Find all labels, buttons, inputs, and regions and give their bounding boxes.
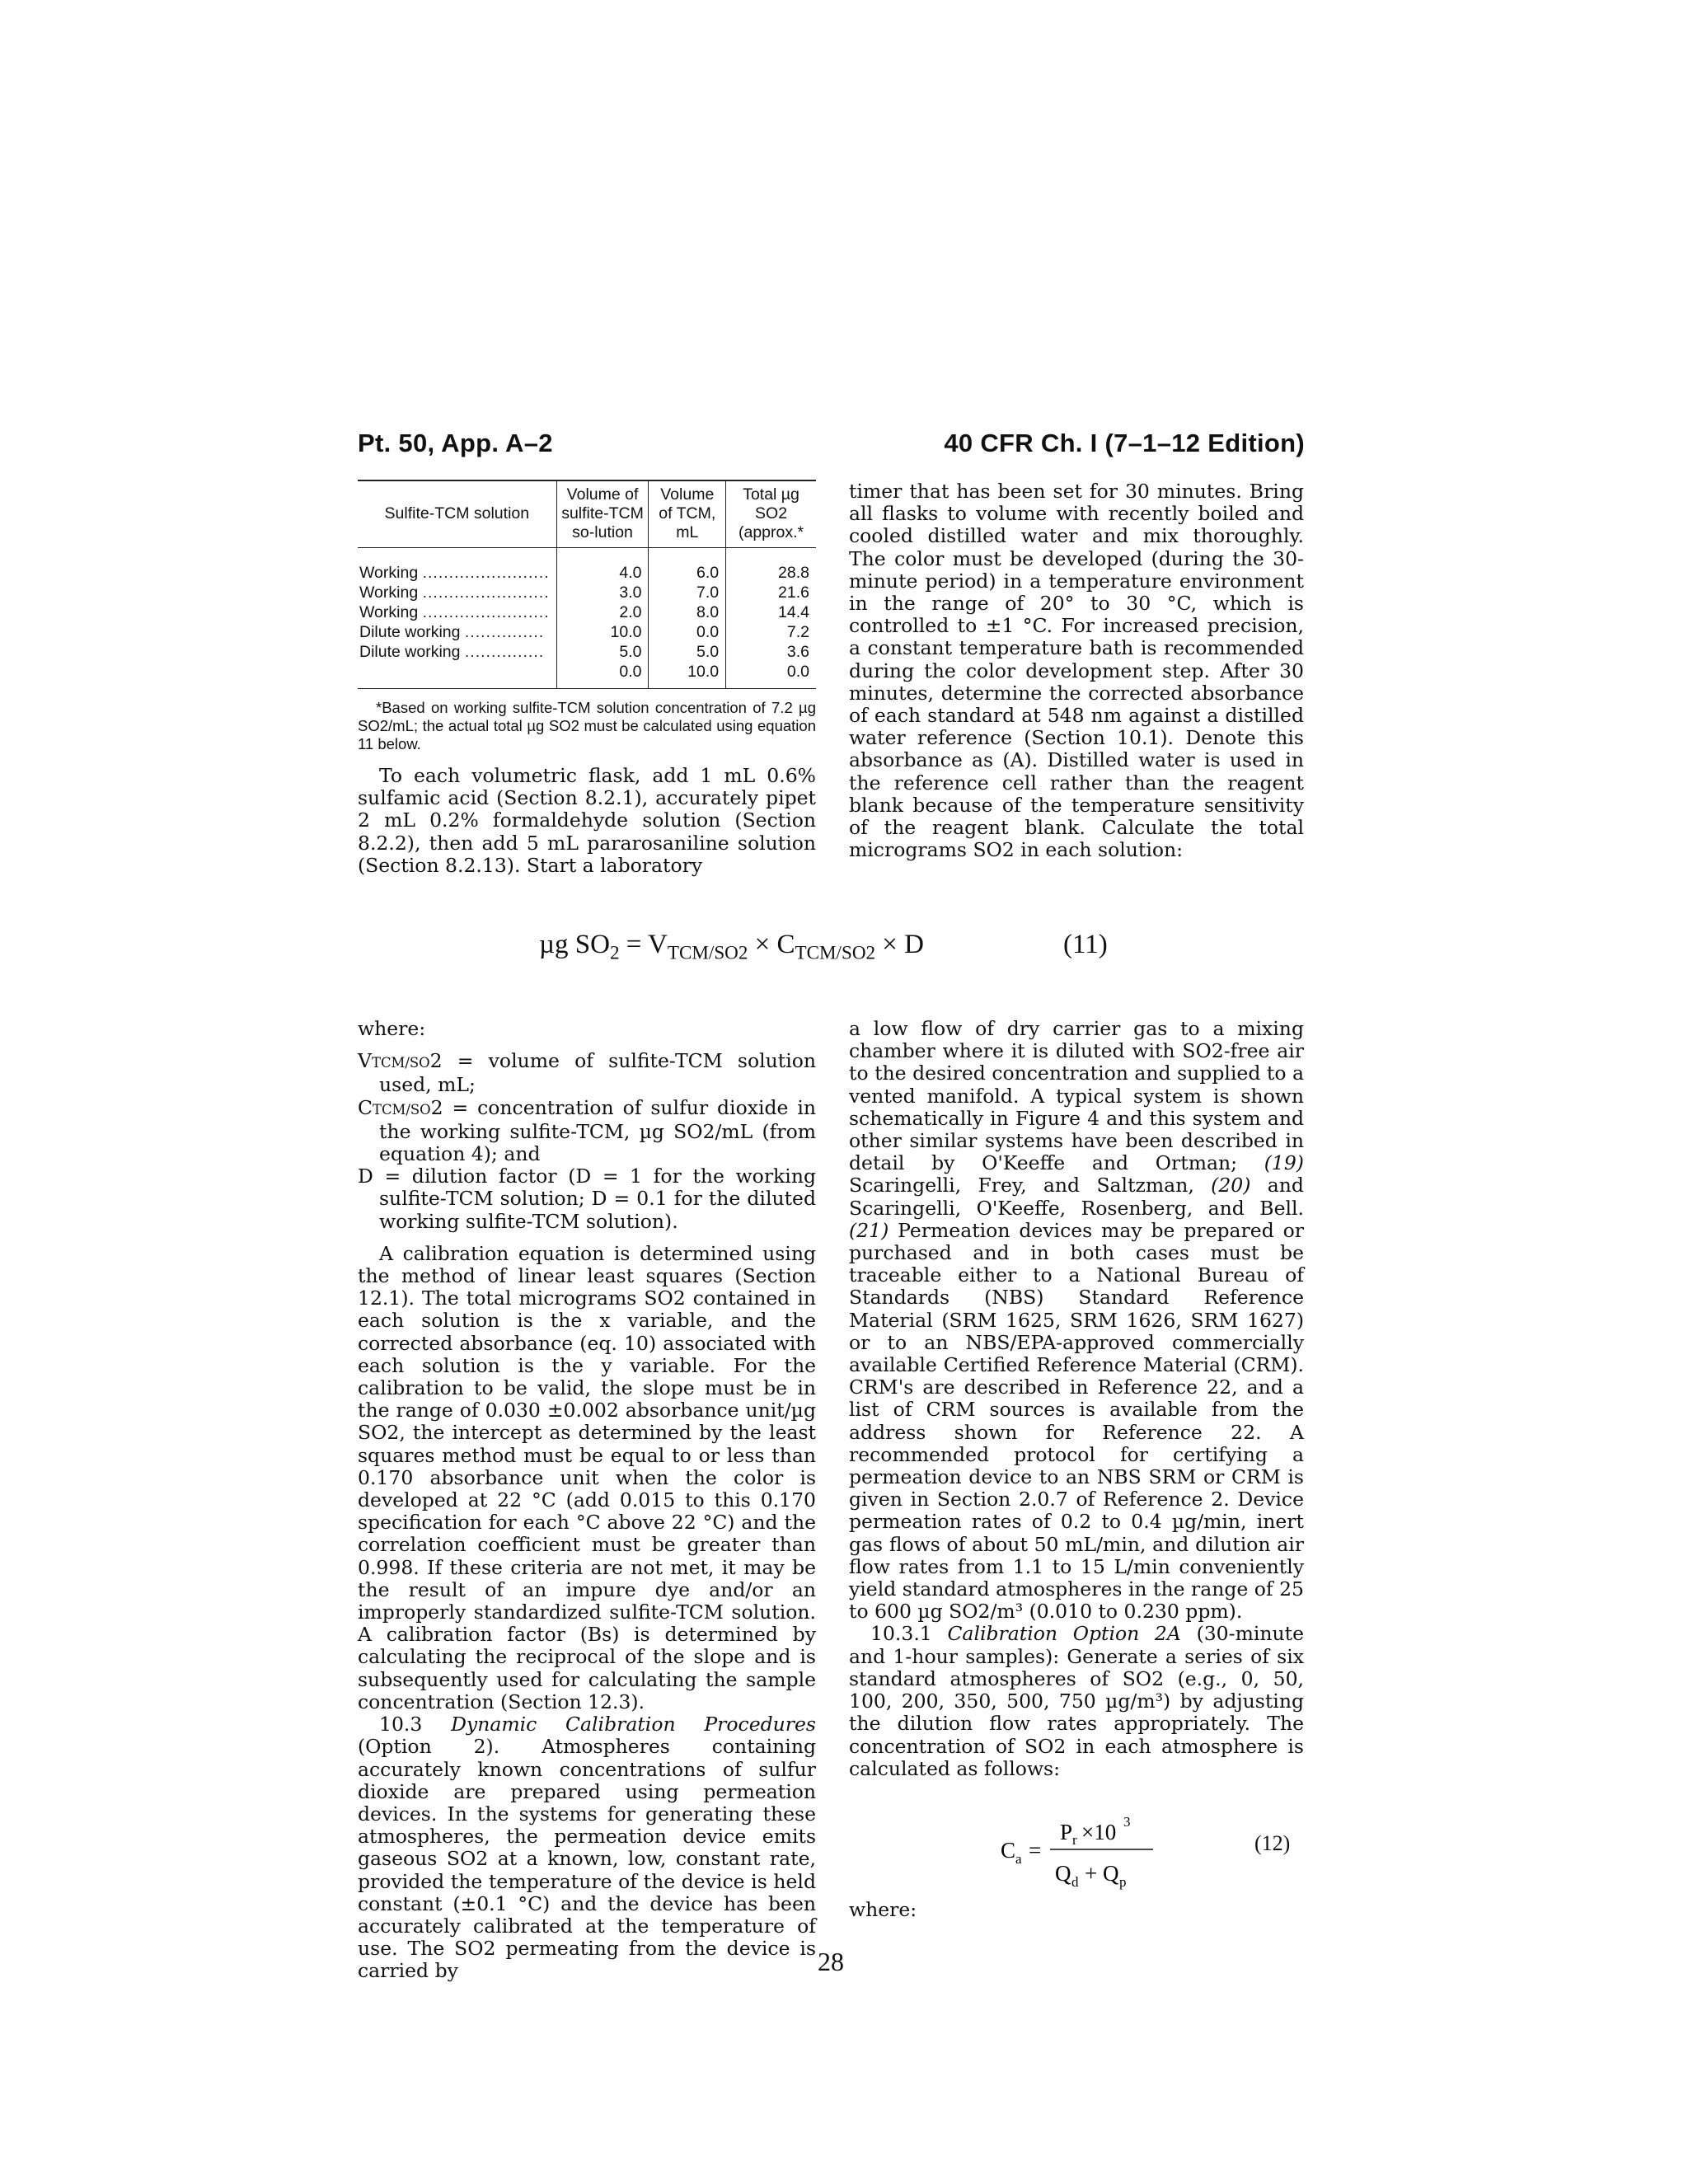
table-cell-volume-sulfite: 0.0 (556, 662, 649, 689)
left-column-bottom (358, 1018, 816, 1983)
table-row (358, 662, 816, 689)
calibration-table-block (358, 480, 816, 753)
section-10-3: 10.3 Dynamic Calibration Procedures (Option 2). Atmospheres containing accurately known concentrations of sulfur dioxide are prepared using permeation devices. In the systems for generating these atmospheres, the permeation device emits gaseous SO2 at a known, low, constant rate, provided the temperature of the device is held constant (±0.1 °C) and the device has been accurately calibrated at the temperature of use. The SO2 permeating from the device is carried by (358, 1713, 816, 1983)
table-cell-solution: Working (359, 563, 419, 582)
left-column-top (358, 765, 816, 877)
table-header-volume-sulfite: Volume of sulfite-TCM so-lution (556, 480, 649, 548)
table-cell-volume-tcm: 10.0 (649, 662, 726, 689)
table-footnote: *Based on working sulfite-TCM solution concentration of 7.2 µg SO2/mL; the actual total µg SO2 must be calculated using equation 11 below. (358, 699, 816, 752)
paragraph-volumetric-flask: To each volumetric flask, add 1 mL 0.6% sulfamic acid (Section 8.2.1), accurately pipet 2 mL 0.2% formaldehyde solution (Section 8.2.2), then add 5 mL pararosaniline solution (Section 8.2.13). Start a laboratory (358, 764, 816, 877)
svg-text:Q: Q (1103, 1861, 1119, 1886)
section-10-3-1-title: Calibration Option 2A (947, 1622, 1181, 1646)
table-cell-solution: Working (359, 583, 419, 602)
table-cell-volume-tcm: 7.0 (649, 583, 726, 602)
paragraph-calibration: A calibration equation is determined using the method of linear least squares (Section 12.1). The total micrograms SO2 contained in each solution is the x variable, and the corrected absorbance (eq. 10) associated with each solution is the y variable. For the calibration to be valid, the slope must be in the range of 0.030 ±0.002 absorbance unit/µg SO2, the intercept as determined by the least squares method must be equal to or less than 0.170 absorbance unit when the color is developed at 22 °C (add 0.015 to this 0.170 specification for each °C above 22 °C) and the correlation coefficient must be greater than 0.998. If these criteria are not met, it may be the result of an impure dye and/or an improperly standardized sulfite-TCM solution. A calibration factor (Bs) is determined by calculating the reciprocal of the slope and is subsequently used for calculating the sample concentration (Section 12.3). (358, 1241, 816, 1713)
equation-11: µg $SO_2 = V_{TCM/SO2} \times C_{TCM/SO2} \times D$ (539, 930, 924, 963)
table-header-total: Total µg SO2 (approx.* (726, 480, 816, 548)
svg-text:p: p (1119, 1874, 1127, 1890)
table-cell-total: 21.6 (726, 583, 816, 602)
section-10-3-title: Dynamic Calibration Procedures (451, 1713, 816, 1736)
table-header-volume-tcm: Volume of TCM, mL (649, 480, 726, 548)
table-cell-volume-sulfite: 10.0 (556, 622, 649, 642)
paragraph-timer: timer that has been set for 30 minutes. Bring all flasks to volume with recently boiled and cooled distilled water and mix thoroughly. The color must be developed (during the 30-minute period) in a temperature environment in the range of 20° to 30 °C, which is controlled to ±1 °C. For increased precision, a constant temperature bath is recommended during the color development step. After 30 minutes, determine the corrected absorbance of each standard at 548 nm against a distilled water reference (Section 10.1). Denote this absorbance as (A). Distilled water is used in the reference cell rather than the reagent blank because of the temperature sensitivity of the reagent blank. Calculate the total micrograms SO2 in each solution: (849, 480, 1304, 862)
table-cell-volume-sulfite: 2.0 (556, 602, 649, 622)
section-10-3-1: 10.3.1 Calibration Option 2A (30-minute and 1-hour samples): Generate a series of six standard atmospheres of SO2 (e.g., 0, 50, 100, 200, 350, 500, 750 µg/m³) by adjusting the dilution flow rates appropriately. The concentration of SO2 in each atmosphere is calculated as follows: (849, 1622, 1304, 1780)
table-cell-volume-sulfite: 3.0 (556, 583, 649, 602)
table-cell-total: 28.8 (726, 548, 816, 583)
table-cell-volume-tcm: 0.0 (649, 622, 726, 642)
table-cell-total: 3.6 (726, 642, 816, 662)
right-column-top (849, 480, 1304, 861)
table-row: Working ........................ 3.0 7.0 21.6 (358, 583, 816, 602)
definition-d: D = dilution factor (D = 1 for the working sulfite-TCM solution; D = 0.1 for the diluted working sulfite-TCM solution). (358, 1165, 816, 1233)
table-cell-volume-tcm: 8.0 (649, 602, 726, 622)
svg-text:×10: ×10 (1081, 1820, 1117, 1844)
table-cell-total: 14.4 (726, 602, 816, 622)
table-cell-solution: Dilute working (359, 642, 461, 661)
running-header-right: 40 CFR Ch. I (7–1–12 Edition) (944, 429, 1305, 457)
equation-12 (1001, 1808, 1157, 1905)
equation-12-number: (12) (1254, 1831, 1291, 1855)
svg-text:C: C (1001, 1838, 1016, 1863)
table-cell-total: 7.2 (726, 622, 816, 642)
table-cell-solution: Dilute working (359, 622, 461, 641)
paragraph-dilution-flow: a low flow of dry carrier gas to a mixing chamber where it is diluted with SO2-free air to the desired concentration and supplied to a vented manifold. A typical system is shown schematically in Figure 4 and this system and other similar systems have been described in detail by O'Keeffe and Ortman; (19) Scaringelli, Frey, and Saltzman, (20) and Scaringelli, O'Keeffe, Rosenberg, and Bell. (21) Permeation devices may be prepared or purchased and in both cases must be traceable either to a National Bureau of Standards (NBS) Standard Reference Material (SRM 1625, SRM 1626, SRM 1627) or to an NBS/EPA-approved commercially available Certified Reference Material (CRM). CRM's are described in Reference 22, and a list of CRM sources is available from the address shown for Reference 22. A recommended protocol for certifying a permeation device to an NBS SRM or CRM is given in Section 2.0.7 of Reference 2. Device permeation rates of 0.2 to 0.4 µg/min, inert gas flows of about 50 mL/min, and dilution air flow rates from 1.1 to 15 L/min conveniently yield standard atmospheres in the range of 25 to 600 µg SO2/m³ (0.010 to 0.230 ppm). (849, 1017, 1304, 1624)
table-cell-solution: Working (359, 602, 419, 621)
calibration-table (358, 480, 816, 689)
equation-12-graphic (1001, 1808, 1157, 1899)
definition-v: VTCM/SO2 = volume of sulfite-TCM solution used, mL; (358, 1049, 816, 1097)
table-row: Working ........................ 2.0 8.0 14.4 (358, 602, 816, 622)
page-number: 28 (818, 1947, 844, 1976)
table-header-solution: Sulfite-TCM solution (384, 504, 530, 523)
table-cell-volume-sulfite: 4.0 (556, 548, 649, 583)
svg-text:+: + (1085, 1861, 1098, 1886)
table-cell-solution (358, 662, 556, 689)
table-cell-volume-tcm: 5.0 (649, 642, 726, 662)
definition-c: CTCM/SO2 = concentration of sulfur dioxide in the working sulfite-TCM, µg SO2/mL (from equation 4); and (358, 1095, 816, 1166)
table-cell-volume-sulfite: 5.0 (556, 642, 649, 662)
svg-text:P: P (1060, 1820, 1073, 1844)
svg-text:r: r (1072, 1832, 1077, 1848)
svg-text:3: 3 (1123, 1814, 1131, 1830)
table-cell-total: 0.0 (726, 662, 816, 689)
where-label-2: where: (849, 1898, 917, 1921)
running-header-left: Pt. 50, App. A–2 (358, 429, 553, 457)
table-row: Dilute working ............... 10.0 0.0 7.2 (358, 622, 816, 642)
svg-text:d: d (1071, 1874, 1079, 1890)
svg-text:=: = (1029, 1838, 1042, 1863)
svg-text:a: a (1015, 1851, 1022, 1867)
table-row: Dilute working ............... 5.0 5.0 3.6 (358, 642, 816, 662)
right-column-bottom (849, 1018, 1304, 1780)
where-label: where: (358, 1017, 426, 1040)
equation-11-number: (11) (1063, 930, 1108, 959)
svg-text:Q: Q (1055, 1861, 1071, 1886)
table-row: Working ........................ 4.0 6.0 28.8 (358, 548, 816, 583)
table-header-row (358, 480, 816, 548)
table-cell-volume-tcm: 6.0 (649, 548, 726, 583)
